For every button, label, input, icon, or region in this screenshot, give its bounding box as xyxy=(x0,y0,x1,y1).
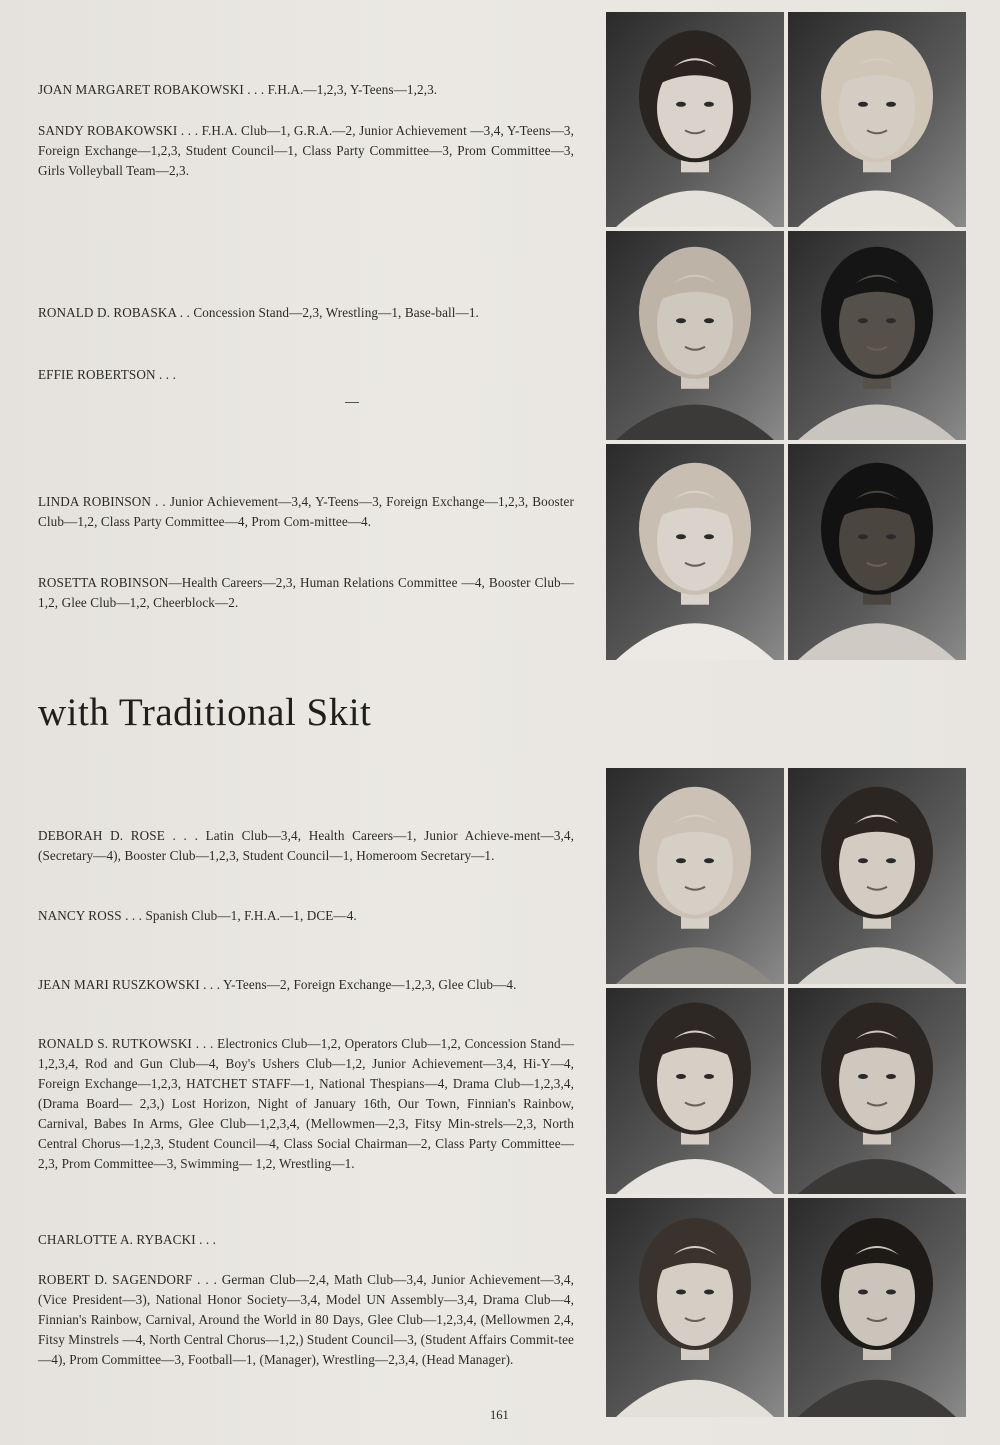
portrait-photo xyxy=(606,231,784,440)
entry-charlotte-rybacki: CHARLOTTE A. RYBACKI . . . xyxy=(38,1232,217,1247)
portrait-image xyxy=(788,231,966,440)
eye-shape xyxy=(704,318,714,323)
portrait-image xyxy=(788,444,966,660)
portrait-image xyxy=(788,768,966,984)
entry-effie-robertson: EFFIE ROBERTSON . . . xyxy=(38,367,176,382)
entry-ronald-robaska: RONALD D. ROBASKA . . Concession Stand—2,3, Wrestling—1, Base-ball—1. xyxy=(38,305,479,320)
entry-robert-sagendorf: ROBERT D. SAGENDORF . . . German Club—2,4, Math Club—3,4, Junior Achievement—3,4, (Vice President—3), National Honor Society—3,4, Model UN Assembly—3,4, Drama Club—4, Finnian's Rainbow, Carnival, Around the World in 80 Days, Glee Club—1,2,3,4, (Mellowmen 2,4, Fitsy Minstrels —4, North Central Chorus—1,2,) Student Council—3, (Student Affairs Commit-tee—4), Prom Committee—3, Football—1, (Manager), Wrestling—2,3,4, (Head Manager). xyxy=(38,1272,574,1367)
eye-shape xyxy=(704,1289,714,1294)
portrait-image xyxy=(606,988,784,1194)
eye-shape xyxy=(886,318,896,323)
eye-shape xyxy=(704,534,714,539)
portrait-photo xyxy=(788,1198,966,1417)
portrait-image xyxy=(788,988,966,1194)
entry-deborah-rose: DEBORAH D. ROSE . . . Latin Club—3,4, Health Careers—1, Junior Achieve-ment—3,4, (Secretary—4), Booster Club—1,2,3, Student Council—1, Homeroom Secretary—1. xyxy=(38,828,574,863)
eye-shape xyxy=(676,858,686,863)
eye-shape xyxy=(704,858,714,863)
portrait-image xyxy=(606,768,784,984)
page-number: 161 xyxy=(490,1408,509,1422)
eye-shape xyxy=(704,102,714,107)
eye-shape xyxy=(858,534,868,539)
portrait-photo xyxy=(788,231,966,440)
portrait-photo xyxy=(788,768,966,984)
portrait-photo xyxy=(606,988,784,1194)
eye-shape xyxy=(676,102,686,107)
stray-mark xyxy=(345,402,359,403)
portrait-photo xyxy=(606,444,784,660)
eye-shape xyxy=(858,102,868,107)
portrait-image xyxy=(606,444,784,660)
eye-shape xyxy=(886,534,896,539)
eye-shape xyxy=(858,318,868,323)
eye-shape xyxy=(858,858,868,863)
portrait-photo xyxy=(606,1198,784,1417)
eye-shape xyxy=(858,1074,868,1079)
entry-ronald-rutkowski: RONALD S. RUTKOWSKI . . . Electronics Club—1,2, Operators Club—1,2, Concession Stand—1,2,3,4, Rod and Gun Club—4, Boy's Ushers Club—1,2, Junior Achievement—3,4, Hi-Y—4, Foreign Exchange—1,2,3, HATCHET STAFF—1, National Thespians—4, Drama Club—1,2,3,4, (Drama Board— 2,3,) Lost Horizon, Night of January 16th, Our Town, Finnian's Rainbow, Carnival, Babes In Arms, Glee Club—1,2,3,4, (Mellowmen—2,3, Fitsy Min-strels—2,3, North Central Chorus—1,2,3, Student Council—4, Class Social Chairman—2, Class Party Committee—2,3, Prom Committee—3, Swimming— 1,2, Wrestling—1. xyxy=(38,1036,574,1171)
eye-shape xyxy=(886,1289,896,1294)
eye-shape xyxy=(886,858,896,863)
portrait-photo xyxy=(788,12,966,227)
portrait-image xyxy=(788,12,966,227)
portrait-photo xyxy=(788,444,966,660)
section-headline: with Traditional Skit xyxy=(38,691,372,734)
portrait-photo xyxy=(788,988,966,1194)
portrait-image xyxy=(606,1198,784,1417)
eye-shape xyxy=(676,318,686,323)
entry-jean-ruszkowski: JEAN MARI RUSZKOWSKI . . . Y-Teens—2, Foreign Exchange—1,2,3, Glee Club—4. xyxy=(38,977,517,992)
portrait-image xyxy=(606,231,784,440)
eye-shape xyxy=(704,1074,714,1079)
eye-shape xyxy=(676,1289,686,1294)
eye-shape xyxy=(858,1289,868,1294)
entry-nancy-ross: NANCY ROSS . . . Spanish Club—1, F.H.A.—1, DCE—4. xyxy=(38,908,357,923)
entry-rosetta-robinson: ROSETTA ROBINSON—Health Careers—2,3, Human Relations Committee —4, Booster Club—1,2, Glee Club—1,2, Cheerblock—2. xyxy=(38,575,574,610)
eye-shape xyxy=(886,1074,896,1079)
eye-shape xyxy=(676,534,686,539)
portrait-photo xyxy=(606,12,784,227)
entry-linda-robinson: LINDA ROBINSON . . Junior Achievement—3,4, Y-Teens—3, Foreign Exchange—1,2,3, Booster Club—1,2, Class Party Committee—4, Prom Com-mittee—4. xyxy=(38,494,574,529)
portrait-photo xyxy=(606,768,784,984)
portrait-image xyxy=(788,1198,966,1417)
entry-sandy-robakowski: SANDY ROBAKOWSKI . . . F.H.A. Club—1, G.R.A.—2, Junior Achievement —3,4, Y-Teens—3, Foreign Exchange—1,2,3, Student Council—1, Class Party Committee—3, Prom Committee—3, Girls Volleyball Team—2,3. xyxy=(38,123,574,178)
portrait-image xyxy=(606,12,784,227)
eye-shape xyxy=(676,1074,686,1079)
entry-joan-robakowski: JOAN MARGARET ROBAKOWSKI . . . F.H.A.—1,2,3, Y-Teens—1,2,3. xyxy=(38,82,438,97)
eye-shape xyxy=(886,102,896,107)
